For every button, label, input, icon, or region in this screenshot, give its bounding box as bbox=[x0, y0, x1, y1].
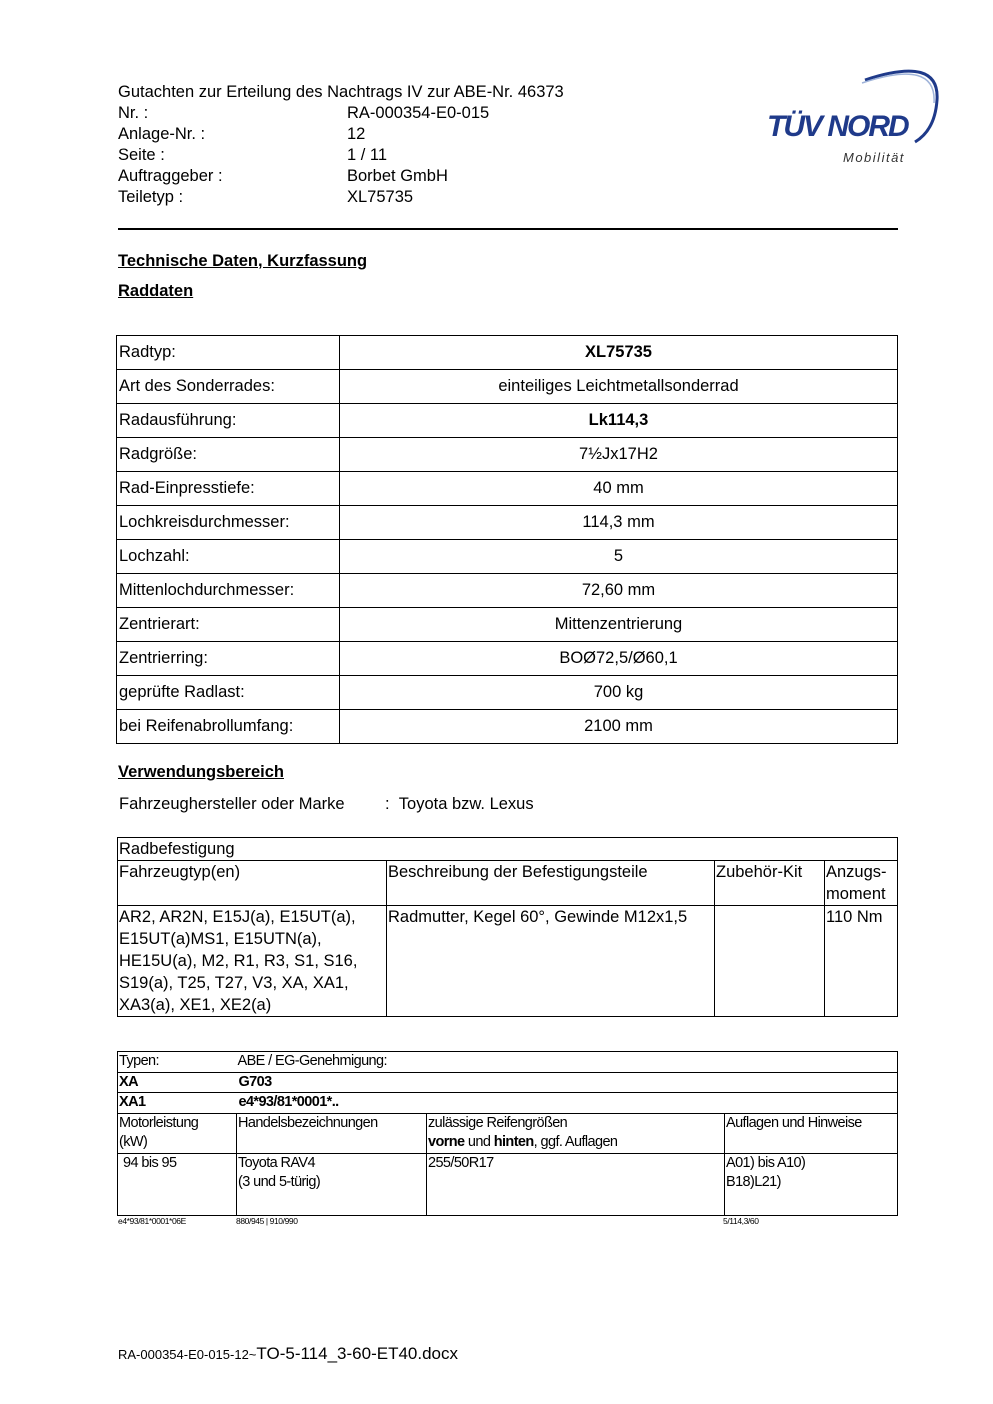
raddaten-key: Radgröße: bbox=[117, 438, 340, 472]
befestigung-header-types: Fahrzeugtyp(en) bbox=[118, 861, 387, 906]
typen-small-approval: e4*93/81*0001*06E bbox=[118, 1216, 186, 1226]
typen-col-tyre-und: und bbox=[464, 1134, 494, 1150]
raddaten-key: Zentrierring: bbox=[117, 642, 340, 676]
typen-data-tyre: 255/50R17 bbox=[427, 1153, 725, 1215]
footer-prefix: RA-000354-E0-015-12~ bbox=[118, 1347, 257, 1362]
typen-col-kw: Motorleistung (kW) bbox=[118, 1113, 237, 1153]
logo-subtitle: Mobilität bbox=[843, 150, 905, 165]
footer-file: TO-5-114_3-60-ET40.docx bbox=[256, 1344, 458, 1363]
raddaten-row bbox=[117, 574, 898, 608]
header-value: XL75735 bbox=[347, 188, 414, 206]
raddaten-table bbox=[116, 335, 898, 744]
raddaten-row bbox=[117, 608, 898, 642]
typen-row-xa1-abe-text: e4*93/81*0001*.. bbox=[238, 1094, 339, 1110]
header-row-nr bbox=[118, 103, 564, 124]
raddaten-key: Radtyp: bbox=[117, 336, 340, 370]
raddaten-key: Rad-Einpresstiefe: bbox=[117, 472, 340, 506]
raddaten-value: Lk114,3 bbox=[340, 404, 898, 438]
befestigung-desc: Radmutter, Kegel 60°, Gewinde M12x1,5 bbox=[387, 906, 715, 1017]
raddaten-key: Mittenlochdurchmesser: bbox=[117, 574, 340, 608]
typen-col-notes: Auflagen und Hinweise bbox=[725, 1113, 898, 1153]
raddaten-value: 40 mm bbox=[340, 472, 898, 506]
header-value: 1 / 11 bbox=[347, 146, 388, 164]
raddaten-row bbox=[117, 642, 898, 676]
raddaten-key: bei Reifenabrollumfang: bbox=[117, 710, 340, 744]
typen-col-tyre-hinten: hinten bbox=[493, 1134, 534, 1150]
raddaten-row bbox=[117, 370, 898, 404]
document-title: Gutachten zur Erteilung des Nachtrags IV zur ABE-Nr. 46373 bbox=[118, 83, 564, 101]
typen-row-xa1-abe bbox=[238, 1093, 898, 1114]
raddaten-key: Zentrierart: bbox=[117, 608, 340, 642]
raddaten-key: Lochkreisdurchmesser: bbox=[117, 506, 340, 540]
header-label: Teiletyp : bbox=[118, 188, 184, 206]
raddaten-value: 2100 mm bbox=[340, 710, 898, 744]
header-label: Nr. : bbox=[118, 104, 149, 122]
raddaten-key: geprüfte Radlast: bbox=[117, 676, 340, 710]
typen-col-tyre-line2 bbox=[428, 1133, 723, 1153]
typen-row-xa1-type: XA1 bbox=[118, 1093, 427, 1114]
befestigung-header-desc: Beschreibung der Befestigungsteile bbox=[387, 861, 715, 906]
raddaten-value: 72,60 mm bbox=[340, 574, 898, 608]
typen-col-tyre bbox=[427, 1113, 725, 1153]
raddaten-row bbox=[117, 472, 898, 506]
logo-brand: TÜV NORD bbox=[767, 110, 908, 143]
verwendung-label: Fahrzeughersteller oder Marke bbox=[119, 795, 345, 813]
befestigung-header-kit: Zubehör-Kit bbox=[715, 861, 825, 906]
section-raddaten-title: Raddaten bbox=[118, 282, 194, 300]
raddaten-row bbox=[117, 404, 898, 438]
verwendung-value: Toyota bzw. Lexus bbox=[398, 795, 534, 813]
typen-small-sizes: 880/945 | 910/990 bbox=[236, 1216, 298, 1226]
section-verwendung-title: Verwendungsbereich bbox=[118, 763, 284, 781]
typen-col-name: Handelsbezeichnungen bbox=[237, 1113, 427, 1153]
tuv-nord-logo bbox=[765, 60, 945, 170]
raddaten-value: XL75735 bbox=[340, 336, 898, 370]
raddaten-key: Radausführung: bbox=[117, 404, 340, 438]
header-divider bbox=[118, 228, 898, 230]
header-label: Seite : bbox=[118, 146, 165, 164]
header-row-teiletyp bbox=[118, 187, 564, 208]
raddaten-value: 7½Jx17H2 bbox=[340, 438, 898, 472]
raddaten-value: einteiliges Leichtmetallsonderrad bbox=[340, 370, 898, 404]
document-header bbox=[118, 82, 564, 208]
radbefestigung-table bbox=[117, 837, 898, 1017]
header-row-auftraggeber bbox=[118, 166, 564, 187]
befestigung-title: Radbefestigung bbox=[118, 838, 898, 861]
typen-col-tyre-vorne: vorne bbox=[428, 1134, 465, 1150]
befestigung-kit bbox=[715, 906, 825, 1017]
footer-filename bbox=[118, 1344, 458, 1364]
typen-row-xa-type: XA bbox=[118, 1072, 427, 1093]
raddaten-value: Mittenzentrierung bbox=[340, 608, 898, 642]
raddaten-row bbox=[117, 710, 898, 744]
typen-data-notes: A01) bis A10) B18)L21) bbox=[725, 1153, 898, 1215]
typen-header-abe bbox=[237, 1052, 898, 1073]
header-value: 12 bbox=[347, 125, 366, 143]
befestigung-torque: 110 Nm bbox=[825, 906, 898, 1017]
header-label: Auftraggeber : bbox=[118, 167, 223, 185]
raddaten-value: 5 bbox=[340, 540, 898, 574]
raddaten-value: BOØ72,5/Ø60,1 bbox=[340, 642, 898, 676]
typen-data-name: Toyota RAV4 (3 und 5-türig) bbox=[237, 1153, 427, 1215]
header-row-anlage bbox=[118, 124, 564, 145]
typen-table bbox=[117, 1051, 898, 1216]
typen-col-tyre-line1: zulässige Reifengrößen bbox=[428, 1114, 568, 1131]
header-value: RA-000354-E0-015 bbox=[347, 104, 490, 122]
header-value: Borbet GmbH bbox=[347, 167, 448, 185]
header-label: Anlage-Nr. : bbox=[118, 125, 206, 143]
section-technical-title: Technische Daten, Kurzfassung bbox=[118, 252, 368, 270]
raddaten-row bbox=[117, 676, 898, 710]
verwendung-separator: : bbox=[385, 795, 390, 813]
typen-row-xa-abe-text: G703 bbox=[238, 1073, 272, 1090]
raddaten-row bbox=[117, 336, 898, 370]
header-row-seite bbox=[118, 145, 564, 166]
typen-small-bolt: 5/114,3/60 bbox=[723, 1216, 759, 1226]
typen-row-xa-abe bbox=[238, 1072, 898, 1093]
raddaten-value: 700 kg bbox=[340, 676, 898, 710]
verwendung-line bbox=[119, 795, 534, 814]
raddaten-key: Art des Sonderrades: bbox=[117, 370, 340, 404]
typen-data-kw: 94 bis 95 bbox=[118, 1153, 237, 1215]
befestigung-types: AR2, AR2N, E15J(a), E15UT(a), E15UT(a)MS1, E15UTN(a), HE15U(a), M2, R1, R3, S1, S16, S19(a), T25, T27, V3, XA, XA1, XA3(a), XE1, XE2(a) bbox=[118, 906, 387, 1017]
typen-header-types: Typen: bbox=[118, 1052, 427, 1073]
raddaten-row bbox=[117, 540, 898, 574]
typen-header-abe-text: ABE / EG-Genehmigung: bbox=[237, 1053, 387, 1069]
raddaten-key: Lochzahl: bbox=[117, 540, 340, 574]
raddaten-value: 114,3 mm bbox=[340, 506, 898, 540]
typen-col-tyre-rest: , ggf. Auflagen bbox=[533, 1134, 618, 1150]
raddaten-row bbox=[117, 506, 898, 540]
befestigung-header-torque: Anzugs- moment bbox=[825, 861, 898, 906]
raddaten-row bbox=[117, 438, 898, 472]
